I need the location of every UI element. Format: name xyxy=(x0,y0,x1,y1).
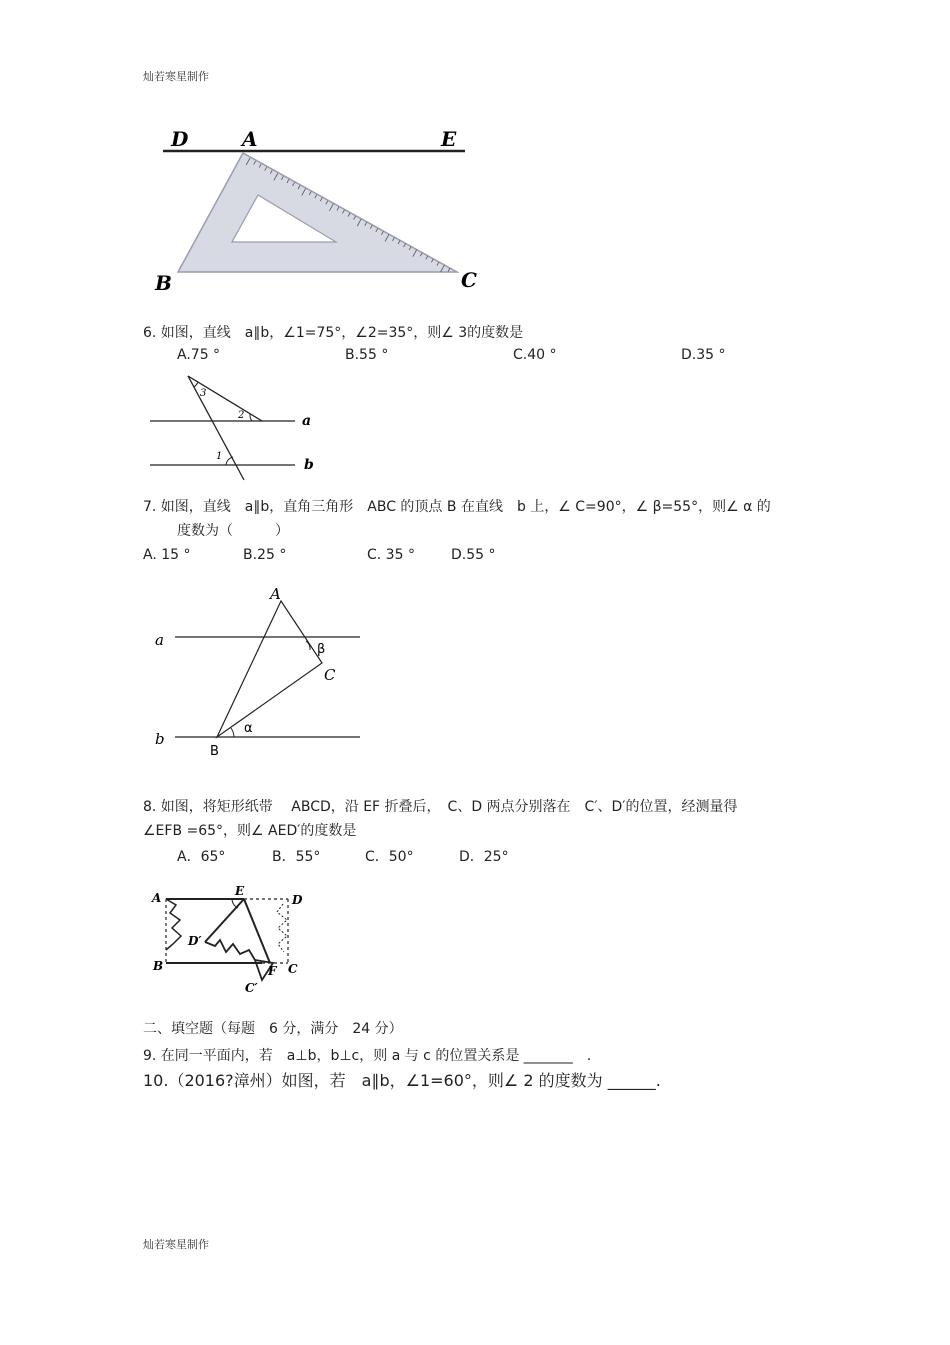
figure-triangle-ruler xyxy=(0,0,950,300)
q8-label-B: B xyxy=(153,959,164,973)
q8-label-C-prime: C′ xyxy=(245,981,258,995)
q7-alpha-label: α xyxy=(244,721,253,736)
q6-line-b-label: b xyxy=(304,457,314,473)
q8-text-line1: 8. 如图，将矩形纸带 ABCD，沿 EF 折叠后， C、D 两点分别落在 C′、D′的位置，经测量得 xyxy=(143,799,738,815)
q7-label-C: C xyxy=(324,666,336,684)
q6-angle-3-label: 3 xyxy=(200,388,207,399)
q10-text: 10.（2016?漳州）如图，若 a∥b，∠1=60°，则∠ 2 的度数为 ______. xyxy=(143,1071,661,1090)
q8-option-a: A．65° xyxy=(177,849,226,865)
q6-line-a-label: a xyxy=(302,413,312,429)
q7-option-c: C. 35 ° xyxy=(367,547,415,563)
q6-option-d: D.35 ° xyxy=(681,347,726,363)
q8-label-D: D xyxy=(292,893,303,907)
q7-figure xyxy=(0,580,950,760)
q8-label-A: A xyxy=(152,891,162,905)
q6-option-a: A.75 ° xyxy=(177,347,221,363)
q7-text-line2: 度数为（ ） xyxy=(177,523,289,539)
q7-label-A: A xyxy=(270,585,281,603)
page-footer: 灿若寒星制作 xyxy=(143,1238,209,1251)
q8-figure xyxy=(0,880,950,1000)
label-D: D xyxy=(171,127,189,151)
label-A: A xyxy=(242,127,258,151)
q8-label-E: E xyxy=(235,884,245,898)
q8-label-C: C xyxy=(288,962,298,976)
label-E: E xyxy=(441,127,457,151)
q7-label-B: B xyxy=(210,744,219,759)
q6-angle-1-label: 1 xyxy=(216,451,223,462)
label-C: C xyxy=(461,268,477,292)
label-B: B xyxy=(155,271,172,295)
q7-option-b: B.25 ° xyxy=(243,547,287,563)
q7-beta-label: β xyxy=(317,642,326,657)
page-header: 灿若寒星制作 xyxy=(143,70,209,83)
q6-option-c: C.40 ° xyxy=(513,347,557,363)
q8-label-F: F xyxy=(268,964,277,978)
q7-line-a-label: a xyxy=(155,631,164,649)
q7-option-d: D.55 ° xyxy=(451,547,496,563)
q6-angle-2-label: 2 xyxy=(238,410,245,421)
q6-option-b: B.55 ° xyxy=(345,347,389,363)
q8-option-b: B．55° xyxy=(272,849,321,865)
q8-option-d: D．25° xyxy=(459,849,509,865)
section2-title: 二、填空题（每题 6 分，满分 24 分） xyxy=(143,1021,403,1037)
q8-option-c: C．50° xyxy=(365,849,414,865)
q7-text-line1: 7. 如图，直线 a∥b，直角三角形 ABC 的顶点 B 在直线 b 上，∠ C=90°，∠ β=55°，则∠ α 的 xyxy=(143,499,771,515)
q8-label-D-prime: D′ xyxy=(188,934,202,948)
q8-text-line2: ∠EFB =65°，则∠ AED′的度数是 xyxy=(143,823,357,839)
q6-text: 6. 如图，直线 a∥b，∠1=75°，∠2=35°，则∠ 3的度数是 xyxy=(143,325,524,341)
q7-option-a: A. 15 ° xyxy=(143,547,191,563)
q7-line-b-label: b xyxy=(155,730,165,748)
q9-text: 9. 在同一平面内，若 a⊥b，b⊥c，则 a 与 c 的位置关系是 _______ . xyxy=(143,1048,592,1064)
q6-figure xyxy=(0,370,950,490)
